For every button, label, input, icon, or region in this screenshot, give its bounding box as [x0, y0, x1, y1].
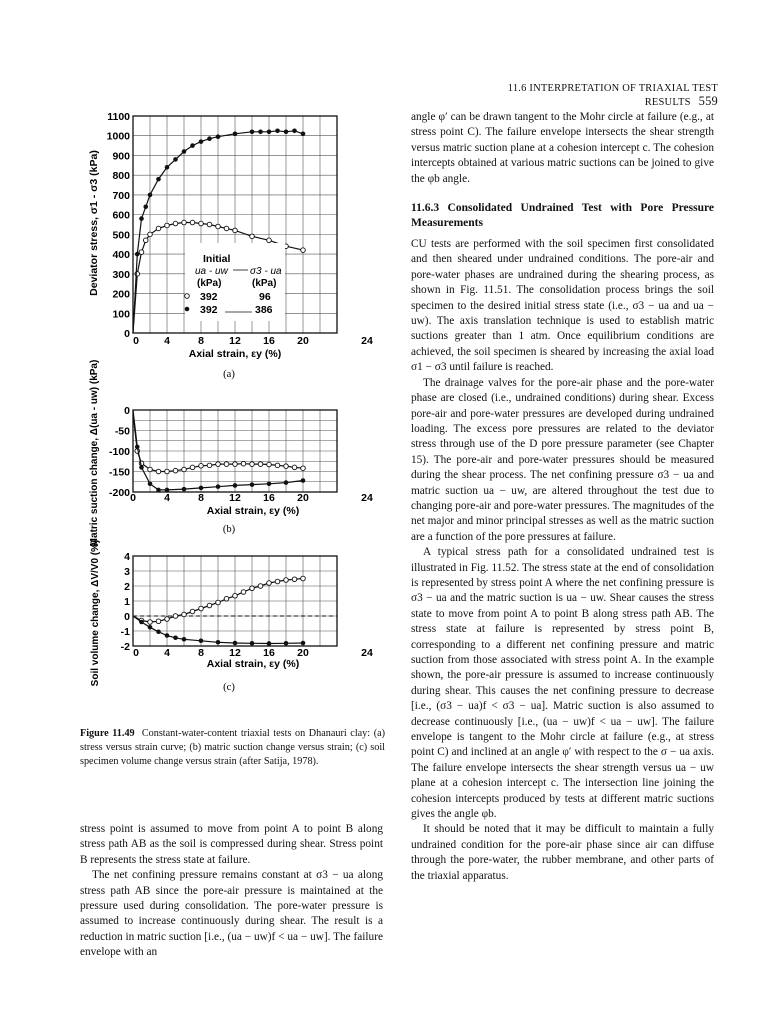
x-tick-label: 20 — [297, 647, 309, 659]
data-point-open — [139, 250, 144, 255]
data-point-open — [267, 462, 272, 467]
data-point-filled — [148, 625, 153, 630]
data-point-open — [173, 468, 178, 473]
panel-b-label: (b) — [222, 524, 236, 535]
data-point-filled — [156, 488, 161, 493]
y-tick-label: -200 — [108, 487, 130, 499]
data-point-filled — [233, 131, 238, 136]
y-tick-label: -2 — [120, 641, 130, 653]
data-point-filled — [173, 635, 178, 640]
data-point-filled — [139, 620, 144, 625]
x-tick-label: 12 — [229, 335, 241, 347]
x-tick-label: 0 — [133, 647, 139, 659]
page-number: 559 — [698, 94, 718, 108]
data-point-filled — [275, 128, 280, 133]
x-tick-label: 4 — [164, 647, 170, 659]
legend-row1-c2: 96 — [259, 291, 271, 303]
legend-title: Initial — [203, 253, 231, 265]
y-tick-label: 900 — [112, 150, 130, 163]
section-title: 11.6 INTERPRETATION OF TRIAXIAL TEST RESULTS — [507, 83, 718, 108]
data-point-filled — [267, 641, 272, 646]
data-point-filled — [233, 641, 238, 646]
panel-b-suction-strain — [89, 360, 373, 547]
data-point-open — [207, 603, 212, 608]
x-tick-label: 16 — [263, 647, 275, 659]
y-tick-label: -1 — [120, 626, 130, 638]
panel-c-grid — [133, 556, 337, 646]
legend-row2-c2: 386 — [255, 304, 273, 316]
x-tick-label: 16 — [263, 492, 275, 504]
data-point-filled — [267, 482, 272, 487]
y-tick-label: 300 — [112, 268, 130, 281]
x-tick-label: 24 — [361, 335, 373, 347]
data-point-open — [216, 600, 221, 605]
data-point-open — [156, 469, 161, 474]
panel-b-ticks — [109, 405, 373, 504]
data-point-open — [241, 461, 246, 466]
panel-a-xlabel: Axial strain, εy (%) — [188, 348, 282, 360]
data-point-filled — [216, 134, 221, 139]
data-point-filled — [182, 487, 187, 492]
data-point-filled — [250, 641, 255, 646]
data-point-open — [156, 226, 161, 231]
legend-col2-head: σ3 - ua — [250, 266, 282, 277]
data-point-open — [199, 463, 204, 468]
data-point-open — [148, 467, 153, 472]
data-point-filled — [139, 465, 144, 470]
panel-c-label: (c) — [223, 682, 235, 693]
data-point-open — [173, 221, 178, 226]
data-point-filled — [182, 637, 187, 642]
data-point-open — [165, 617, 170, 622]
y-tick-label: 0 — [124, 328, 130, 340]
right-paragraph-4: A typical stress path for a consolidated undrained test is illustrated in Fig. 11.52. The stress state at the end of consolidation is represented by stress point A where the net confining pressure is σ3 − ua and the matric suction is ua − uw. Shear causes the stress state to move from point A to point B along stress path AB. The stress state at failure is represented by stress point B, corresponding to a different net confining pressure and matric suction from those associated with stress point A. In the example shown, the pore-air pressure is assumed to increase continuously during shear. This causes the net confining pressure to decrease [i.e., (σ3 − ua)f < σ3 − ua]. Matric suction is also assumed to decrease continuously [i.e., (ua − uw)f < ua − uw]. The failure envelope is tangent to the Mohr circle at failure (e.g., at stress point C) and inclined at an angle φ′ with respect to the σ − ua axis. The failure envelope intersects the shear strength versus ua − uw plane at a cohesion intercept c. The intersection line joining the cohesion intercepts produced by tests at different matric suctions gives the angle φb. — [411, 546, 714, 821]
y-tick-label: -100 — [108, 446, 130, 458]
panel-a-legend — [185, 243, 285, 321]
panel-a-label: (a) — [223, 369, 235, 380]
y-tick-label: 100 — [112, 308, 130, 321]
data-point-open — [258, 584, 263, 589]
data-point-open — [301, 248, 306, 253]
x-tick-label: 12 — [229, 647, 241, 659]
data-point-filled — [199, 486, 204, 491]
data-point-open — [275, 463, 280, 468]
x-tick-label: 4 — [164, 492, 170, 504]
data-point-filled — [292, 128, 297, 133]
data-point-open — [165, 223, 170, 228]
y-tick-label: 400 — [112, 249, 130, 262]
panel-a-stress-strain — [88, 111, 373, 380]
y-tick-label: 2 — [124, 581, 130, 593]
data-point-filled — [216, 640, 221, 645]
data-point-filled — [250, 129, 255, 134]
data-point-open — [207, 463, 212, 468]
data-point-filled — [135, 445, 140, 450]
data-point-filled — [173, 157, 178, 162]
data-point-filled — [143, 204, 148, 209]
caption-text: Constant-water-content triaxial tests on Dhanauri clay: (a) stress versus strain curve; (b) matric suction change versus strain; (c) soil specimen volume change versus strain (after Satija, 1978). — [80, 728, 386, 767]
right-paragraph-5: It should be noted that it may be difficult to maintain a fully undrained condition for the pore-air phase since air can diffuse through the pore-water, the rubber membrane, and other parts of the triaxial apparatus. — [411, 823, 714, 882]
x-tick-label: 4 — [164, 335, 170, 347]
panel-a-ylabel: Deviator stress, σ1 - σ3 (kPa) — [88, 150, 100, 296]
x-tick-label: 8 — [198, 335, 204, 347]
panel-c-volume-strain — [90, 540, 373, 693]
y-tick-label: 1 — [124, 596, 130, 608]
data-point-filled — [301, 478, 306, 483]
y-tick-label: 1100 — [107, 111, 130, 123]
caption-label: Figure 11.49 — [80, 728, 135, 739]
panel-c-series — [133, 576, 305, 646]
right-paragraph-1: angle φ′ can be drawn tangent to the Mohr circle at failure (e.g., at stress point C). The failure envelope intersects the shear strength versus matric suction plane at a cohesion intercept c. The cohesion intercepts obtained at various matric suctions can be joined to give the φb angle. — [411, 111, 714, 185]
y-tick-label: 200 — [112, 288, 130, 301]
data-point-open — [182, 467, 187, 472]
left-paragraph-2: The net confining pressure remains constant at σ3 − ua along stress path AB since the pore-air pressure is maintained at the pressure used during consolidation. The pore-water pressure is assumed to increase continuously during shear. The result is a reduction in matric suction [i.e., (ua − uw)f < ua − uw]. The failure envelope with an — [80, 869, 383, 959]
data-point-open — [182, 220, 187, 225]
figure-caption — [80, 727, 385, 768]
data-point-open — [301, 576, 306, 581]
data-point-filled — [207, 136, 212, 141]
y-tick-label: -50 — [114, 425, 130, 438]
data-point-open — [284, 578, 289, 583]
panel-b-xlabel: Axial strain, εy (%) — [206, 505, 300, 517]
data-point-open — [148, 232, 153, 237]
x-tick-label: 0 — [130, 492, 136, 504]
data-point-open — [216, 462, 221, 467]
y-tick-label: 0 — [124, 405, 130, 417]
y-tick-label: 600 — [112, 209, 130, 222]
panel-c-ylabel: Soil volume change, ΔV/V0 (%) — [90, 539, 101, 687]
x-tick-label: 24 — [361, 647, 373, 659]
panel-b-ylabel: Matric suction change, Δ(ua - uw) (kPa) — [89, 359, 100, 547]
data-point-filled — [148, 193, 153, 198]
x-tick-label: 8 — [198, 492, 204, 504]
left-paragraph-1: stress point is assumed to move from point A to point B along stress path AB as the soil is compressed during shear. Stress point B represents the stress state at failure. — [80, 823, 383, 866]
data-point-filled — [250, 482, 255, 487]
data-point-filled — [216, 484, 221, 489]
data-point-filled — [139, 216, 144, 221]
legend-open-marker — [185, 294, 190, 299]
x-tick-label: 8 — [198, 647, 204, 659]
data-point-filled — [258, 129, 263, 134]
right-paragraph-2: CU tests are performed with the soil specimen first consolidated and then sheared under undrained conditions. The pore-air and pore-water phases are undrained during the shearing process, as shown in Fig. 11.51. The consolidation process brings the soil specimen to the desired initial stress state (i.e., σ3 − ua and ua − uw). The axis translation technique is used to establish matric suctions greater than 1 atm. Once equilibrium conditions are achieved, the soil specimen is sheared by increasing the axial load σ1 − σ3 until failure is reached. — [411, 238, 714, 374]
y-tick-label: -150 — [108, 466, 130, 479]
data-point-open — [165, 469, 170, 474]
data-point-open — [199, 606, 204, 611]
legend-row1-c1: 392 — [200, 291, 218, 303]
data-point-filled — [182, 149, 187, 154]
x-tick-label: 12 — [229, 492, 241, 504]
x-tick-label: 0 — [133, 335, 139, 347]
data-point-open — [190, 465, 195, 470]
x-tick-label: 20 — [297, 335, 309, 347]
data-point-filled — [135, 252, 140, 257]
x-tick-label: 16 — [263, 335, 275, 347]
data-point-open — [241, 590, 246, 595]
data-point-open — [292, 465, 297, 470]
data-point-open — [250, 462, 255, 467]
data-point-open — [207, 222, 212, 227]
data-point-open — [250, 234, 255, 239]
x-tick-label: 20 — [297, 492, 309, 504]
right-paragraph-3: The drainage valves for the pore-air phase and the pore-water phase are closed (i.e., undrained conditions) during shear. Excess pore-air and pore-water pressures are developed during undrained loading. The excess pore pressures are related to the deviator stress through use of the D pore pressure parameter (see Chapter 15). The pore-air and pore-water pressures should be measured during the shear process. The net confining pressure σ3 − ua and matric suction ua − uw, are altered throughout the test due to changing pore-air and pore-water pressures. The magnitudes of the net major and minor principal stresses as well as the matric suction are a function of the pore pressures at failure. — [411, 376, 714, 543]
data-point-filled — [267, 129, 272, 134]
panel-b-grid — [133, 410, 337, 492]
data-point-filled — [165, 633, 170, 638]
y-tick-label: 1000 — [106, 130, 130, 143]
data-point-open — [173, 614, 178, 619]
data-point-open — [292, 577, 297, 582]
data-point-filled — [190, 143, 195, 148]
data-point-open — [258, 462, 263, 467]
legend-unit2: (kPa) — [252, 278, 277, 289]
data-point-filled — [233, 483, 238, 488]
data-point-filled — [148, 482, 153, 487]
legend-row2-c1: 392 — [200, 304, 218, 316]
data-point-open — [267, 238, 272, 243]
right-column — [411, 110, 714, 884]
data-point-open — [275, 579, 280, 584]
data-point-filled — [301, 131, 306, 136]
y-tick-label: 3 — [124, 566, 130, 578]
data-point-open — [199, 221, 204, 226]
y-tick-label: 700 — [112, 189, 130, 202]
x-tick-label: 24 — [361, 492, 373, 504]
data-point-open — [143, 238, 148, 243]
data-point-open — [190, 220, 195, 225]
data-point-open — [224, 462, 229, 467]
legend-unit1: (kPa) — [197, 278, 222, 289]
legend-filled-marker — [185, 307, 190, 312]
data-point-open — [148, 620, 153, 625]
left-column — [80, 822, 383, 961]
data-point-filled — [199, 139, 204, 144]
data-point-open — [182, 612, 187, 617]
data-point-filled — [165, 165, 170, 170]
data-point-filled — [156, 177, 161, 182]
data-point-filled — [284, 129, 289, 134]
data-point-open — [233, 462, 238, 467]
data-point-open — [233, 593, 238, 598]
data-point-filled — [156, 629, 161, 634]
data-point-filled — [301, 641, 306, 646]
data-point-open — [284, 464, 289, 469]
data-point-open — [224, 226, 229, 231]
data-point-open — [233, 228, 238, 233]
data-point-filled — [284, 480, 289, 485]
panel-c-xlabel: Axial strain, εy (%) — [206, 658, 300, 670]
data-point-open — [301, 466, 306, 471]
y-tick-label: 0 — [124, 611, 130, 623]
y-tick-label: 800 — [112, 170, 130, 183]
data-point-filled — [284, 641, 289, 646]
data-point-open — [156, 619, 161, 624]
data-point-open — [250, 586, 255, 591]
y-tick-label: 4 — [124, 551, 130, 563]
data-point-open — [190, 609, 195, 614]
data-point-open — [224, 596, 229, 601]
y-tick-label: 500 — [112, 229, 130, 242]
data-point-open — [267, 581, 272, 586]
data-point-open — [216, 224, 221, 229]
legend-col1-head: ua - uw — [195, 266, 228, 277]
data-point-filled — [199, 638, 204, 643]
section-heading-11-6-3: 11.6.3 Consolidated Undrained Test with Pore Pressure Measurements — [411, 202, 714, 230]
